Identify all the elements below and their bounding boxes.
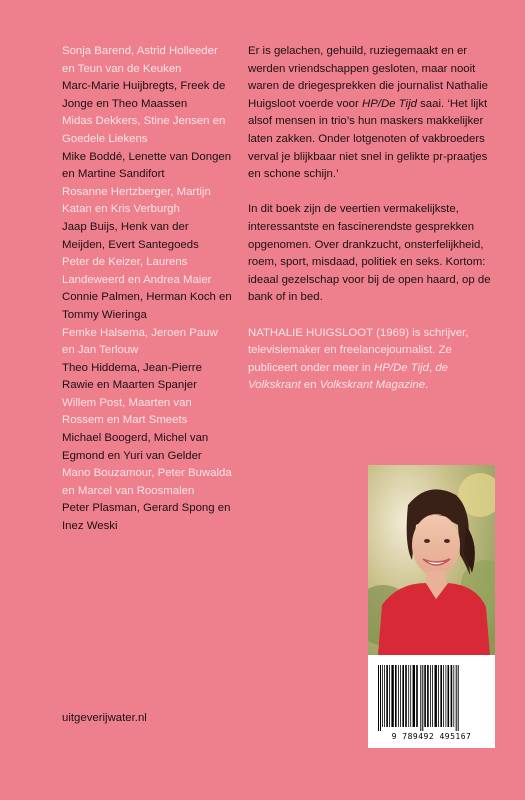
barcode-bar	[408, 665, 409, 727]
barcode-bar	[391, 665, 393, 727]
barcode-bar	[384, 665, 385, 727]
bio-text: (1969) is schrijver, televisiemaker en freelancejournalist. Ze publiceert onder meer in	[248, 326, 469, 374]
author-bio	[248, 325, 498, 395]
publication-name: de Volkskrant	[248, 361, 448, 392]
publication-name: Volkskrant Magazine	[319, 379, 426, 392]
blurb-text: saai. ‘Het lijkt alsof mensen in trio’s hun maskers makkelijker laten zakken. Onder lotgenoten of vakbroeders verval je blijkbaar niet snel in gelikte pr-praatjes en schone schijn.’	[248, 97, 488, 181]
barcode	[368, 655, 495, 748]
blurb-column	[248, 43, 498, 412]
bio-text: en	[300, 379, 320, 392]
barcode-bar	[453, 665, 454, 727]
barcode-bar	[424, 665, 426, 727]
barcode-bar	[386, 665, 388, 727]
interviewee-names-column	[62, 43, 232, 536]
interviewee-group: Mano Bouzamour, Peter Buwalda en Marcel van Roosmalen	[62, 467, 232, 497]
author-photo	[368, 465, 495, 655]
barcode-bar	[422, 665, 423, 731]
barcode-bar	[438, 665, 439, 727]
publication-name: HP/De Tijd	[374, 361, 429, 374]
barcode-bar	[380, 665, 381, 731]
interviewee-group: Michael Boogerd, Michel van Egmond en Yuri van Gelder	[62, 432, 209, 462]
interviewee-group: Peter Plasman, Gerard Spong en Inez Weski	[62, 502, 231, 533]
barcode-bar	[405, 665, 407, 727]
interviewee-group: Theo Hiddema, Jean-Pierre Rawie en Maarten Spanjer	[62, 361, 202, 392]
barcode-bar	[395, 665, 397, 727]
barcode-bar	[456, 665, 457, 731]
interviewee-group: Marc-Marie Huijbregts, Freek de Jonge en Theo Maassen	[62, 80, 226, 110]
barcode-bar	[382, 665, 383, 727]
bio-text: .	[425, 379, 429, 392]
barcode-bar	[435, 665, 437, 727]
barcode-bar	[420, 665, 421, 731]
barcode-bar	[430, 665, 431, 727]
barcode-bar	[416, 665, 418, 727]
barcode-bar	[427, 665, 429, 727]
author-name: NATHALIE HUIGSLOOT	[248, 326, 373, 339]
barcode-bar	[413, 665, 415, 727]
bio-text: ,	[428, 361, 436, 374]
interviewee-group: Rosanne Hertzberger, Martijn Katan en Kris Verburgh	[62, 185, 211, 216]
barcode-bar	[410, 665, 411, 727]
interviewee-group: Femke Halsema, Jeroen Pauw en Jan Terlouw	[62, 326, 218, 357]
barcode-bar	[458, 665, 459, 731]
barcode-bar	[400, 665, 401, 727]
blurb-paragraph-1	[248, 43, 498, 184]
barcode-bar	[448, 665, 450, 727]
blurb-paragraph-2: In dit boek zijn de veertien vermakelijkste, interessantste en fascinerendste gesprekken opgenomen. Over drankzucht, onsterfelijkheid, roem, sport, misdaad, politiek en seks. Kortom: ideaal gezelschap voor bij de open haard, op de bank of in bed.	[248, 203, 491, 304]
blurb-text: Er is gelachen, gehuild, ruziegemaakt en er werden vriendschappen gesloten, maar nooit waren de driegesprekken die journalist Nathalie Huigsloot voerde voor	[248, 45, 488, 110]
barcode-bar	[389, 665, 390, 727]
interviewee-group: Mike Boddé, Lenette van Dongen en Martine Sandifort	[62, 150, 232, 181]
interviewee-group: Peter de Keizer, Laurens Landeweerd en Andrea Maier	[62, 256, 212, 286]
barcode-bar	[451, 665, 453, 727]
interviewee-group: Jaap Buijs, Henk van der Meijden, Evert Santegoeds	[62, 220, 199, 251]
isbn-number: 9 789492 495167	[391, 732, 472, 741]
barcode-bar	[440, 665, 442, 727]
interviewee-group: Sonja Barend, Astrid Holleeder en Teun van de Keuken	[62, 45, 218, 75]
publisher-website[interactable]: uitgeverijwater.nl	[62, 712, 147, 724]
barcode-bar	[432, 665, 433, 727]
barcode-bar	[402, 665, 404, 727]
magazine-title: HP/De Tijd	[361, 97, 417, 110]
barcode-bar	[446, 665, 447, 727]
barcode-bar	[443, 665, 444, 727]
barcode-bar	[398, 665, 399, 727]
interviewee-group: Willem Post, Maarten van Rossem en Mart Smeets	[62, 396, 192, 427]
barcode-bars	[376, 665, 487, 731]
interviewee-group: Connie Palmen, Herman Koch en Tommy Wieringa	[62, 291, 232, 321]
interviewee-group: Midas Dekkers, Stine Jensen en Goedele Liekens	[62, 115, 226, 145]
barcode-bar	[378, 665, 379, 731]
